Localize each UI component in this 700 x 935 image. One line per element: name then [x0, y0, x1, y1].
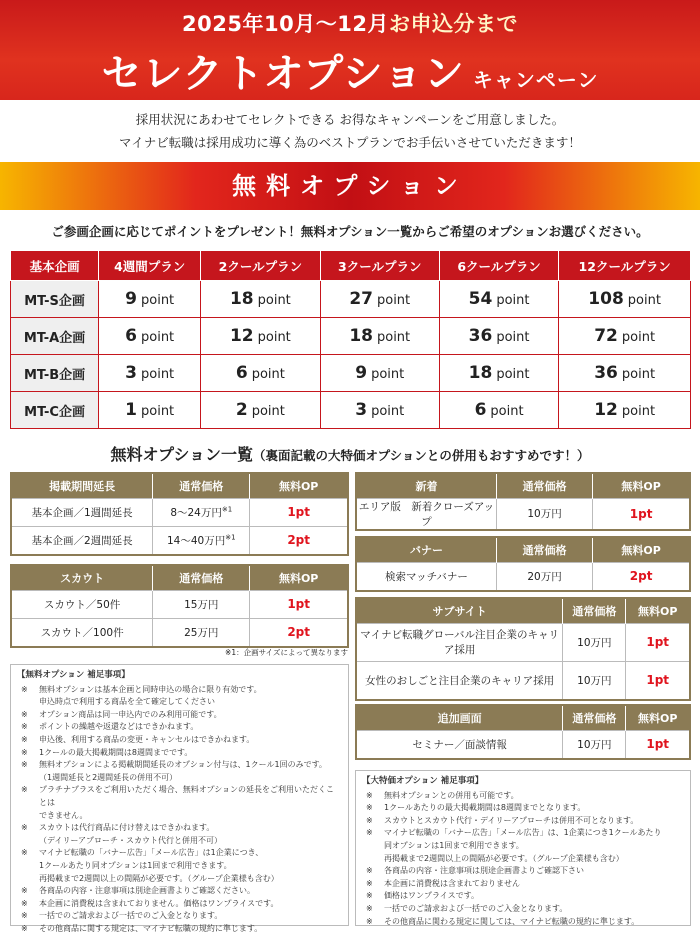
point-table-row: [11, 355, 691, 392]
point-unit: point: [490, 404, 524, 419]
point-value: 36: [468, 326, 493, 346]
option-price: [153, 618, 250, 646]
option-category: 追加画面: [357, 706, 563, 730]
option-price-value: 10万円: [527, 508, 562, 520]
option-category: スカウト: [12, 566, 153, 590]
point-cell: [320, 281, 439, 318]
point-value: 54: [468, 289, 493, 309]
point-table: [10, 250, 691, 429]
option-name: 検索マッチバナー: [357, 562, 496, 590]
point-unit: point: [251, 404, 285, 419]
col-price: 通常価格: [153, 474, 250, 498]
option-points: 1pt: [593, 498, 689, 529]
option-row: [357, 623, 689, 661]
point-cell: [439, 355, 558, 392]
point-unit: point: [141, 404, 175, 419]
point-cell: [559, 392, 691, 429]
point-unit: point: [376, 293, 411, 308]
plan-name: MT-S企画: [11, 281, 99, 318]
note-item: ※ オプション商品は同一申込内でのみ利用可能です。: [17, 709, 342, 722]
point-cell: [439, 318, 558, 355]
point-cell: [99, 318, 201, 355]
option-row: [12, 498, 347, 526]
note-item: ※ 各商品の内容・注意事項は別途企画書よりご確認ください。: [17, 885, 342, 898]
option-points: 2pt: [250, 618, 347, 646]
point-cell: [201, 281, 320, 318]
point-unit: point: [621, 404, 656, 419]
point-unit: point: [257, 330, 291, 345]
point-cell: [439, 281, 558, 318]
point-value: 18: [468, 363, 493, 383]
col-header: 3クールプラン: [320, 251, 439, 281]
option-points: 2pt: [593, 562, 689, 590]
option-price-value: 10万円: [577, 636, 612, 649]
col-free-op: 無料OP: [593, 538, 689, 562]
point-value: 12: [594, 400, 618, 420]
option-name: セミナー／面談情報: [357, 730, 563, 758]
option-row: [357, 562, 689, 590]
option-name: 基本企画／1週間延長: [12, 498, 153, 526]
col-price: 通常価格: [563, 599, 626, 623]
option-table-extend: [10, 472, 349, 556]
point-unit: point: [371, 367, 405, 382]
col-free-op: 無料OP: [250, 474, 347, 498]
col-header: 6クールプラン: [439, 251, 558, 281]
option-table-new: [355, 472, 691, 531]
option-price: [153, 498, 250, 526]
point-value: 27: [349, 289, 373, 309]
option-category: 新着: [357, 474, 496, 498]
option-points: 1pt: [250, 590, 347, 618]
option-table-subsite: [355, 597, 691, 701]
point-value: 6: [125, 326, 137, 346]
point-unit: point: [627, 293, 661, 308]
point-unit: point: [141, 330, 175, 345]
point-cell: [201, 355, 320, 392]
point-table-row: [11, 392, 691, 429]
notes-special-option: [355, 770, 691, 926]
free-option-band: 無料オプション: [0, 162, 700, 210]
point-cell: [201, 392, 320, 429]
point-value: 3: [125, 363, 137, 383]
point-value: 18: [349, 326, 373, 346]
point-unit: point: [376, 330, 411, 345]
option-price: [153, 526, 250, 554]
option-table-banner: [355, 536, 691, 592]
plan-name: MT-A企画: [11, 318, 99, 355]
col-header: 基本企画: [11, 251, 99, 281]
option-category: サブサイト: [357, 599, 563, 623]
col-free-op: 無料OP: [250, 566, 347, 590]
point-cell: [439, 392, 558, 429]
option-price: [496, 562, 592, 590]
plan-name: MT-B企画: [11, 355, 99, 392]
option-price-value: 25万円: [184, 626, 219, 639]
point-value: 9: [355, 363, 368, 383]
option-price-value: 15万円: [184, 598, 219, 611]
plan-name: MT-C企画: [11, 392, 99, 429]
col-price: 通常価格: [496, 474, 592, 498]
option-header-row: [357, 474, 689, 498]
point-value: 6: [474, 400, 487, 420]
note-item: ※ その他商品に関する規定は、マイナビ転職の規約に準じます。: [17, 923, 342, 935]
intro-text: [0, 100, 700, 162]
option-price: [563, 623, 626, 661]
point-cell: [559, 318, 691, 355]
col-price: 通常価格: [496, 538, 592, 562]
point-value: 9: [125, 289, 137, 309]
point-table-header: [11, 251, 691, 281]
point-value: 36: [594, 363, 618, 383]
note-item: ※ 1クールあたりの最大掲載期間は8週間までとなります。: [362, 802, 684, 815]
option-name: 女性のおしごと注目企業のキャリア採用: [357, 661, 563, 699]
option-price-value: 8〜24万円: [170, 506, 222, 519]
point-value: 2: [235, 400, 248, 420]
option-table-extra: [355, 704, 691, 760]
point-cell: [201, 318, 320, 355]
note-item: ※ 一括でのご請求および一括でのご入金となります。: [17, 910, 342, 923]
option-row: [357, 730, 689, 758]
col-header: 12クールプラン: [559, 251, 691, 281]
campaign-date-suffix: お申込分まで: [388, 12, 518, 36]
option-points: 1pt: [626, 730, 689, 758]
footnote: ※1：企画サイズによって異なります: [225, 648, 348, 657]
option-name: 基本企画／2週間延長: [12, 526, 153, 554]
point-cell: [559, 355, 691, 392]
point-value: 12: [229, 326, 254, 346]
note-item: ※ 1クールの最大掲載期間は8週間までです。: [17, 747, 342, 760]
point-value: 1: [125, 400, 137, 420]
point-table-row: [11, 281, 691, 318]
point-value: 3: [355, 400, 368, 420]
note-item: ※ 一括でのご請求および一括でのご入金となります。: [362, 903, 684, 916]
col-free-op: 無料OP: [626, 706, 689, 730]
col-price: 通常価格: [563, 706, 626, 730]
note-item: ※ 無料オプションは基本企画と同時申込の場合に限り有効です。 申込時点で利用する商品を全て確定してください: [17, 684, 342, 709]
option-price-mark: ※1: [225, 533, 236, 542]
col-header: 2クールプラン: [201, 251, 320, 281]
point-unit: point: [496, 367, 530, 382]
option-row: [12, 618, 347, 646]
intro-line: マイナビ転職は採用成功に導く為のベストプランでお手伝いさせていただきます！: [119, 135, 581, 150]
option-row: [357, 661, 689, 699]
note-item: ※ プラチナプラスをご利用いただく場合、無料オプションの延長をご利用いただくことは できません。: [17, 784, 342, 822]
point-unit: point: [496, 293, 530, 308]
note-item: ※ 本企画に消費税は含まれておりません: [362, 878, 684, 891]
point-unit: point: [141, 293, 175, 308]
point-value: 72: [594, 326, 618, 346]
hero-header: [0, 0, 700, 100]
option-name: マイナビ転職グローバル注目企業のキャリア採用: [357, 623, 563, 661]
option-header-row: [357, 599, 689, 623]
intro-line: 採用状況にあわせてセレクトできる お得なキャンペーンをご用意しました。: [135, 112, 565, 127]
option-row: [12, 526, 347, 554]
point-value: 6: [235, 363, 248, 383]
campaign-title: [0, 42, 700, 99]
note-item: ※ 各商品の内容・注意事項は別途企画書よりご確認下さい: [362, 865, 684, 878]
option-price-mark: ※1: [221, 505, 233, 513]
point-unit: point: [141, 367, 175, 382]
point-cell: [559, 281, 691, 318]
point-cell: [99, 355, 201, 392]
point-unit: point: [496, 330, 530, 345]
note-item: ※ 申込後、利用する商品の変更・キャンセルはできかねます。: [17, 734, 342, 747]
col-free-op: 無料OP: [626, 599, 689, 623]
option-price: [496, 498, 592, 529]
option-price-value: 20万円: [527, 570, 562, 583]
note-item: ※ 価格はワンプライスです。: [362, 890, 684, 903]
point-cell: [320, 392, 439, 429]
point-unit: point: [371, 404, 405, 419]
point-unit: point: [257, 293, 291, 308]
point-value: 108: [588, 289, 624, 309]
point-table-row: [11, 318, 691, 355]
note-item: ※ マイナビ転職の「バナー広告」「メール広告」は1企業につき、 1クールあたり同オプションは1回まで利用できます。 再掲載まで2週間以上の間隔が必要です。（グループ企業様も含む）: [17, 847, 342, 885]
option-price: [563, 661, 626, 699]
option-header-row: [12, 474, 347, 498]
note-item: ※ 無料オプションによる掲載期間延長のオプション付与は、1クール1回のみです。 （1週間延長と2週間延長の併用不可）: [17, 759, 342, 784]
option-category: バナー: [357, 538, 496, 562]
option-header-row: [357, 706, 689, 730]
option-name: エリア版 新着クローズアップ: [357, 498, 496, 529]
note-item: ※ マイナビ転職の「バナー広告」「メール広告」は、1企業につき1クールあたり 同オプションは1回まで利用できます。 再掲載まで2週間以上の間隔が必要です。（グループ企業様も含む）: [362, 827, 684, 865]
option-price: [563, 730, 626, 758]
col-header: 4週間プラン: [99, 251, 201, 281]
point-cell: [99, 281, 201, 318]
option-list-title-sub: （裏面記載の大特価オプションとの併用もおすすめです！）: [253, 448, 590, 463]
option-points: 1pt: [626, 661, 689, 699]
campaign-date: 2025年10月〜12月: [182, 12, 389, 36]
col-free-op: 無料OP: [593, 474, 689, 498]
point-unit: point: [621, 330, 656, 345]
campaign-title-main: セレクトオプション: [101, 51, 465, 97]
note-item: ※ スカウトとスカウト代行・デイリーアプローチは併用不可となります。: [362, 815, 684, 828]
option-name: スカウト／100件: [12, 618, 153, 646]
option-row: [357, 498, 689, 529]
point-cell: [99, 392, 201, 429]
point-cell: [320, 355, 439, 392]
option-price-value: 10万円: [577, 738, 612, 751]
option-row: [12, 590, 347, 618]
point-value: 18: [229, 289, 254, 309]
note-item: ※ ポイントの繰越や返還などはできかねます。: [17, 721, 342, 734]
option-points: 2pt: [250, 526, 347, 554]
note-item: ※ スカウトは代行商品に付け替えはできかねます。 （デイリーアプローチ・スカウト代行と併用不可）: [17, 822, 342, 847]
campaign-period: [0, 8, 700, 38]
option-price: [153, 590, 250, 618]
option-list-title-main: 無料オプション一覧: [110, 445, 254, 464]
col-price: 通常価格: [153, 566, 250, 590]
campaign-title-suffix: キャンペーン: [472, 68, 599, 92]
notes-title: 【大特価オプション 補足事項】: [362, 776, 484, 786]
option-price-value: 14〜40万円: [166, 534, 226, 547]
point-unit: point: [251, 367, 285, 382]
point-unit: point: [621, 367, 656, 382]
option-list-title: [0, 442, 700, 465]
option-points: 1pt: [626, 623, 689, 661]
option-category: 掲載期間延長: [12, 474, 153, 498]
note-item: ※ 無料オプションとの併用も可能です。: [362, 790, 684, 803]
note-item: ※ 本企画に消費税は含まれておりません。価格はワンプライスです。: [17, 898, 342, 911]
notes-free-option: [10, 664, 349, 933]
option-price-value: 10万円: [577, 674, 612, 687]
note-item: ※ その他商品に関わる規定に関しては、マイナビ転職の規約に準じます。: [362, 916, 684, 929]
option-table-scout: [10, 564, 349, 648]
option-name: スカウト／50件: [12, 590, 153, 618]
notes-title: 【無料オプション 補足事項】: [17, 670, 130, 680]
option-points: 1pt: [250, 498, 347, 526]
option-header-row: [357, 538, 689, 562]
free-option-subtitle: ご参画企画に応じてポイントをプレゼント！無料オプション一覧からご希望のオプションお選びください。: [51, 224, 649, 239]
option-header-row: [12, 566, 347, 590]
point-cell: [320, 318, 439, 355]
